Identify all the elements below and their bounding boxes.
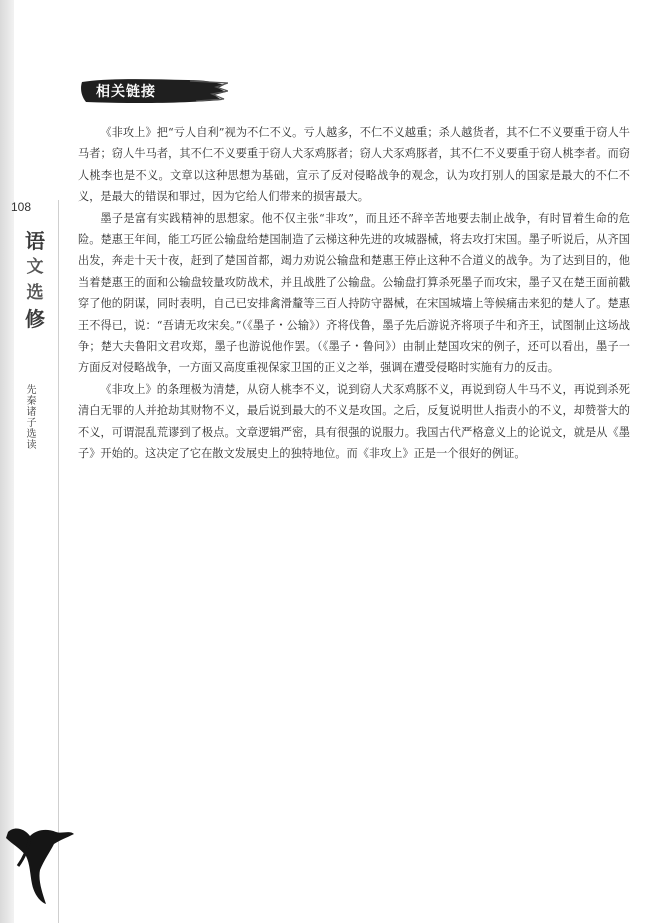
section-header-banner [78,76,228,106]
section-title: 相关链接 [96,84,156,100]
article-body [78,122,630,465]
page-gutter [0,0,14,923]
brand-char-1: 语 [25,229,45,253]
gutter-divider [58,200,59,923]
paragraph-3: 《非攻上》的条理极为清楚，从窃人桃李不义，说到窃人犬豕鸡豚不义，再说到窃人牛马不义，再说到杀死清白无罪的人并抢劫其财物不义，最后说到最大的不义是攻国。之后，反复说明世人指责小的不义，却赞誉大的不义，可谓混乱荒谬到了极点。文章逻辑严密，具有很强的说服力。我国古代严格意义上的论说文，就是从《墨子》开始的。这决定了它在散文发展史上的独特地位。而《非攻上》正是一个很好的例证。 [78,382,630,461]
ink-figure-icon [0,818,80,908]
brand-char-3: 选 [26,283,44,303]
side-subtitle: 先秦诸子选读 [24,384,35,450]
brand-char-4: 修 [25,307,45,331]
side-brand [18,228,52,332]
page-number: 108 [11,200,32,214]
brand-char-2: 文 [26,257,44,277]
paragraph-2: 墨子是富有实践精神的思想家。他不仅主张“非攻”，而且还不辞辛苦地要去制止战争，有时冒着生命的危险。楚惠王年间，能工巧匠公输盘给楚国制造了云梯这种先进的攻城器械，将去攻打宋国。墨子听说后，从齐国出发，奔走十天十夜，赶到了楚国首都，竭力劝说公输盘和楚惠王停止这种不合道义的战争。为了达到目的，他当着楚惠王的面和公输盘较量攻防战术，并且战胜了公输盘。公输盘打算杀死墨子而攻宋，墨子又在楚王面前戳穿了他的阴谋，同时表明，自己已安排禽滑釐等三百人持防守器械，在宋国城墙上等候痛击来犯的楚人了。楚惠王不得已，说：“吾请无攻宋矣。”（《墨子・公输》）齐将伐鲁，墨子先后游说齐将项子牛和齐王，试图制止这场战争；楚大夫鲁阳文君攻郑，墨子也游说他作罢。（《墨子・鲁问》）由制止楚国攻宋的例子，还可以看出，墨子一方面反对侵略战争，一方面又高度重视保家卫国的正义之举，强调在遭受侵略时实施有力的反击。 [78,211,630,375]
paragraph-1: 《非攻上》把“亏人自利”视为不仁不义。亏人越多，不仁不义越重；杀人越货者，其不仁不义要重于窃人牛马者；窃人牛马者，其不仁不义要重于窃人犬豕鸡豚者；窃人犬豕鸡豚者，其不仁不义要重于窃人桃李者。而窃人桃李也是不义。文章以这种思想为基础，宣示了反对侵略战争的观念，认为攻打别人的国家是最大的不仁不义，是最大的错误和罪过，因为它给人们带来的损害最大。 [78,126,630,204]
